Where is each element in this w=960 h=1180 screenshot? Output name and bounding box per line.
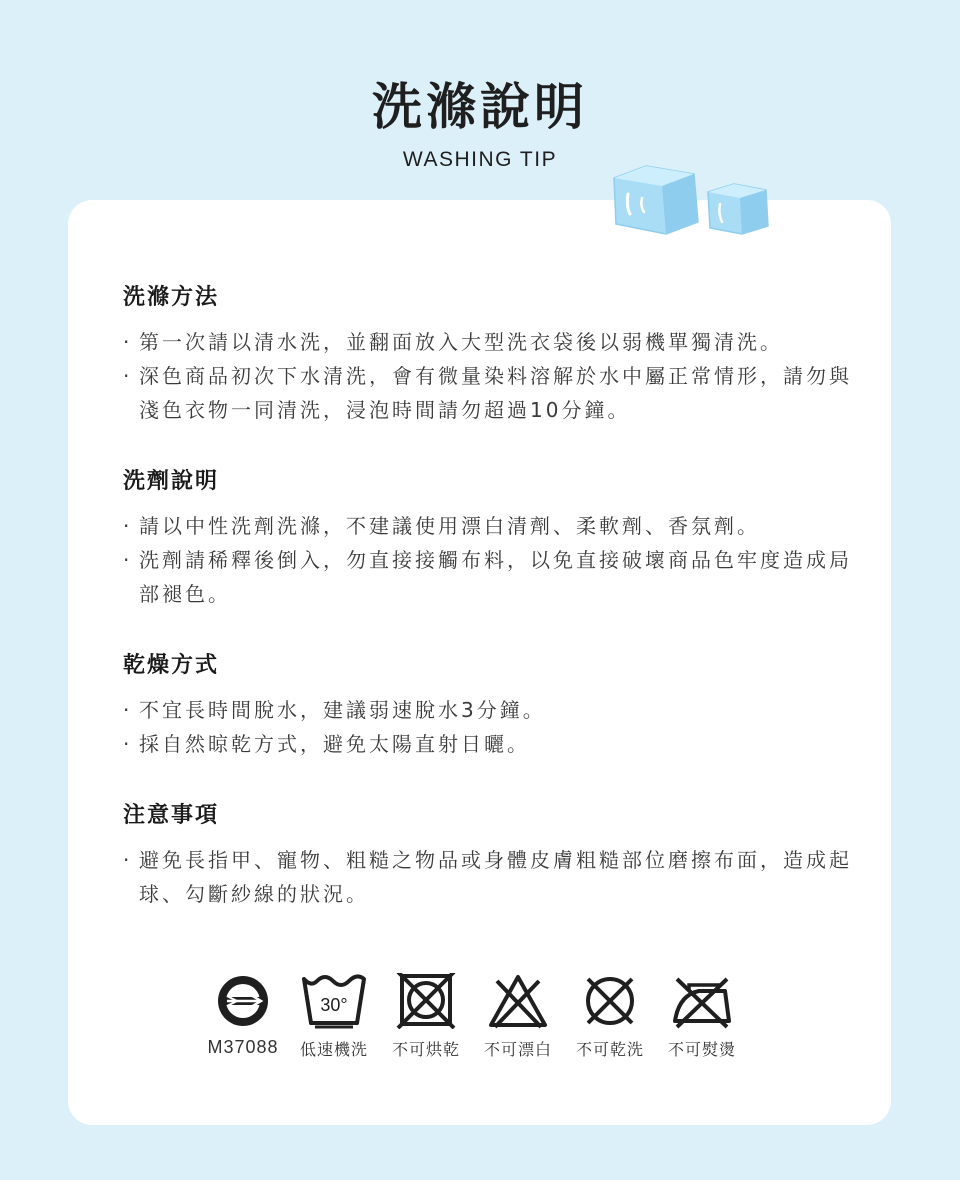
list-item: · 不宜長時間脫水，建議弱速脫水3分鐘。 [123, 698, 546, 722]
wash-label: 低速機洗 [299, 1040, 368, 1059]
no-dry-clean-label: 不可乾洗 [575, 1040, 644, 1059]
list-item: · 洗劑請稀釋後倒入，勿直接接觸布料，以免直接破壞商品色牢度造成局部褪色。 [123, 548, 852, 606]
section-title: 洗滌方法 [123, 285, 220, 310]
care-symbol-no-tumble-dry [380, 973, 472, 1060]
list-item: · 採自然晾乾方式，避免太陽直射日曬。 [123, 732, 530, 756]
care-symbol-bsmi [198, 973, 288, 1058]
section-washing-method [123, 280, 863, 427]
care-symbols [198, 973, 798, 1063]
bsmi-code: M37088 [207, 1037, 279, 1057]
section-drying [123, 648, 863, 761]
no-tumble-dry-label: 不可烘乾 [391, 1040, 460, 1059]
washing-tip-card [68, 200, 891, 1125]
section-title: 乾燥方式 [123, 653, 220, 678]
care-symbol-no-iron [656, 973, 748, 1060]
wash-30-icon [301, 973, 367, 1029]
list-item: · 第一次請以清水洗，並翻面放入大型洗衣袋後以弱機單獨清洗。 [123, 330, 783, 354]
list-item: · 請以中性洗劑洗滌，不建議使用漂白清劑、柔軟劑、香氛劑。 [123, 514, 760, 538]
section-title: 注意事項 [123, 803, 220, 828]
no-bleach-icon [487, 973, 549, 1029]
no-bleach-label: 不可漂白 [483, 1040, 552, 1059]
no-iron-label: 不可熨燙 [667, 1040, 736, 1059]
list-item: · 深色商品初次下水清洗，會有微量染料溶解於水中屬正常情形，請勿與淺色衣物一同清洗，浸泡時間請勿超過10分鐘。 [123, 364, 852, 422]
care-symbol-no-dry-clean [564, 973, 656, 1060]
no-iron-icon [669, 973, 735, 1029]
list-item: · 避免長指甲、寵物、粗糙之物品或身體皮膚粗糙部位磨擦布面，造成起球、勾斷紗線的狀況。 [123, 848, 852, 906]
page-subtitle: WASHING TIP [402, 148, 558, 171]
page-header [0, 72, 960, 172]
bsmi-mark-icon [213, 973, 273, 1029]
ice-cubes-icon [606, 160, 776, 240]
section-detergent [123, 464, 863, 611]
care-symbol-no-bleach [472, 973, 564, 1060]
no-tumble-dry-icon [396, 973, 456, 1029]
section-title: 洗劑說明 [123, 469, 220, 494]
no-dry-clean-icon [580, 973, 640, 1029]
section-notes [123, 798, 863, 911]
care-symbol-wash [288, 973, 380, 1060]
wash-temperature: 30° [320, 995, 348, 1015]
page-title: 洗滌說明 [372, 78, 588, 136]
